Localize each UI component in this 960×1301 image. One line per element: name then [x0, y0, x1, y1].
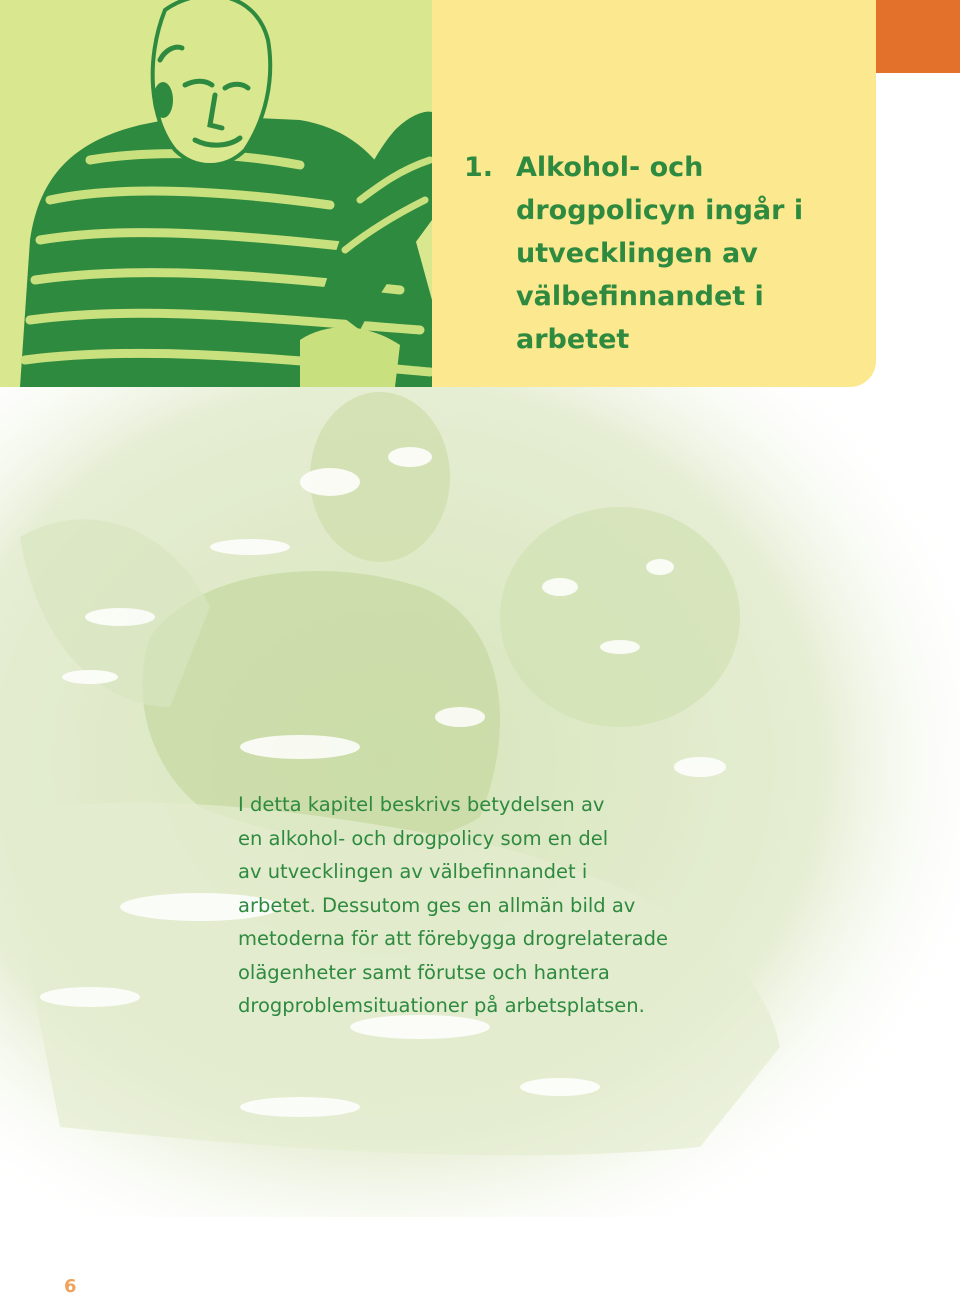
chapter-number: 1. [464, 152, 494, 183]
intro-paragraph: I detta kapitel beskrivs betydelsen av en alkohol- och drogpolicy som en del av utvecklingen av välbefinnandet i arbetet. Dessutom ges en allmän bild av metoderna för att förebygga drogrelaterade olägenheter samt förutse och hantera drogproblemsituationer på arbetsplatsen. [238, 793, 668, 1017]
man-illustration [0, 0, 432, 387]
chapter-title [464, 146, 864, 361]
page-number: 6 [64, 1276, 77, 1297]
chapter-title-text: Alkohol- och drogpolicyn ingår i utvecklingen av välbefinnandet i arbetet [516, 152, 804, 355]
photo-panel [0, 0, 432, 387]
corner-tab [876, 0, 960, 73]
